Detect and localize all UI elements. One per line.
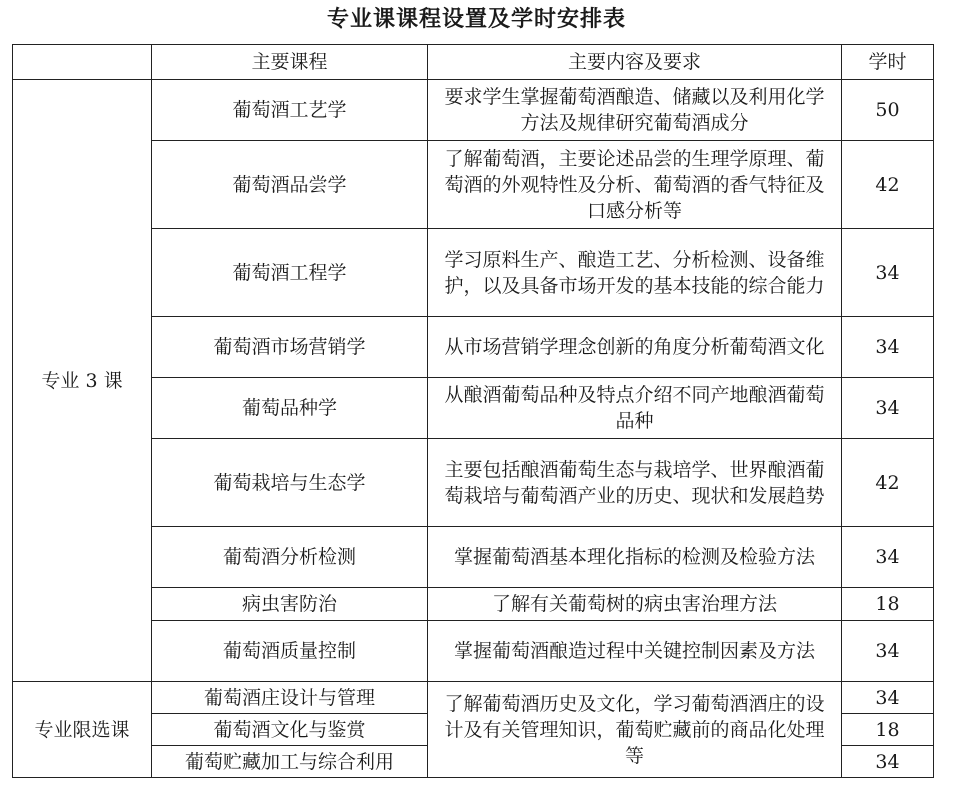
hours-cell: 42	[842, 439, 934, 527]
course-cell: 葡萄酒市场营销学	[152, 317, 428, 378]
header-category	[13, 45, 152, 80]
category-cell: 专业限选课	[13, 682, 152, 778]
hours-cell: 42	[842, 141, 934, 229]
hours-cell: 18	[842, 714, 934, 746]
course-cell: 葡萄贮藏加工与综合利用	[152, 746, 428, 778]
table-row	[13, 682, 934, 714]
header-content: 主要内容及要求	[428, 45, 842, 80]
hours-cell: 34	[842, 317, 934, 378]
content-cell: 掌握葡萄酒基本理化指标的检测及检验方法	[428, 527, 842, 588]
table-title: 专业课课程设置及学时安排表	[326, 7, 626, 32]
table-row	[13, 141, 934, 229]
table-row	[13, 588, 934, 621]
table-row	[13, 317, 934, 378]
course-cell: 葡萄栽培与生态学	[152, 439, 428, 527]
table-row	[13, 378, 934, 439]
table-row	[13, 621, 934, 682]
course-cell: 葡萄酒质量控制	[152, 621, 428, 682]
content-cell: 学习原料生产、酿造工艺、分析检测、设备维护，以及具备市场开发的基本技能的综合能力	[428, 229, 842, 317]
header-course: 主要课程	[152, 45, 428, 80]
hours-cell: 34	[842, 682, 934, 714]
table-row	[13, 80, 934, 141]
course-cell: 葡萄酒工艺学	[152, 80, 428, 141]
category-cell: 专业 3 课	[13, 80, 152, 682]
content-cell: 了解有关葡萄树的病虫害治理方法	[428, 588, 842, 621]
hours-cell: 34	[842, 746, 934, 778]
shared-content-cell: 了解葡萄酒历史及文化，学习葡萄酒酒庄的设计及有关管理知识，葡萄贮藏前的商品化处理等	[428, 682, 842, 778]
content-cell: 从酿酒葡萄品种及特点介绍不同产地酿酒葡萄品种	[428, 378, 842, 439]
hours-cell: 34	[842, 229, 934, 317]
course-cell: 葡萄酒品尝学	[152, 141, 428, 229]
content-cell: 了解葡萄酒，主要论述品尝的生理学原理、葡萄酒的外观特性及分析、葡萄酒的香气特征及口感分析等	[428, 141, 842, 229]
hours-cell: 50	[842, 80, 934, 141]
course-cell: 葡萄品种学	[152, 378, 428, 439]
content-cell: 主要包括酿酒葡萄生态与栽培学、世界酿酒葡萄栽培与葡萄酒产业的历史、现状和发展趋势	[428, 439, 842, 527]
course-cell: 葡萄酒工程学	[152, 229, 428, 317]
hours-cell: 34	[842, 527, 934, 588]
hours-cell: 34	[842, 378, 934, 439]
course-cell: 葡萄酒分析检测	[152, 527, 428, 588]
hours-cell: 34	[842, 621, 934, 682]
course-table	[12, 44, 934, 778]
course-cell: 葡萄酒文化与鉴赏	[152, 714, 428, 746]
table-row	[13, 229, 934, 317]
header-hours: 学时	[842, 45, 934, 80]
course-cell: 葡萄酒庄设计与管理	[152, 682, 428, 714]
header-row	[13, 45, 934, 80]
content-cell: 要求学生掌握葡萄酒酿造、储藏以及利用化学方法及规律研究葡萄酒成分	[428, 80, 842, 141]
table-row	[13, 439, 934, 527]
content-cell: 掌握葡萄酒酿造过程中关键控制因素及方法	[428, 621, 842, 682]
hours-cell: 18	[842, 588, 934, 621]
course-cell: 病虫害防治	[152, 588, 428, 621]
table-row	[13, 527, 934, 588]
content-cell: 从市场营销学理念创新的角度分析葡萄酒文化	[428, 317, 842, 378]
